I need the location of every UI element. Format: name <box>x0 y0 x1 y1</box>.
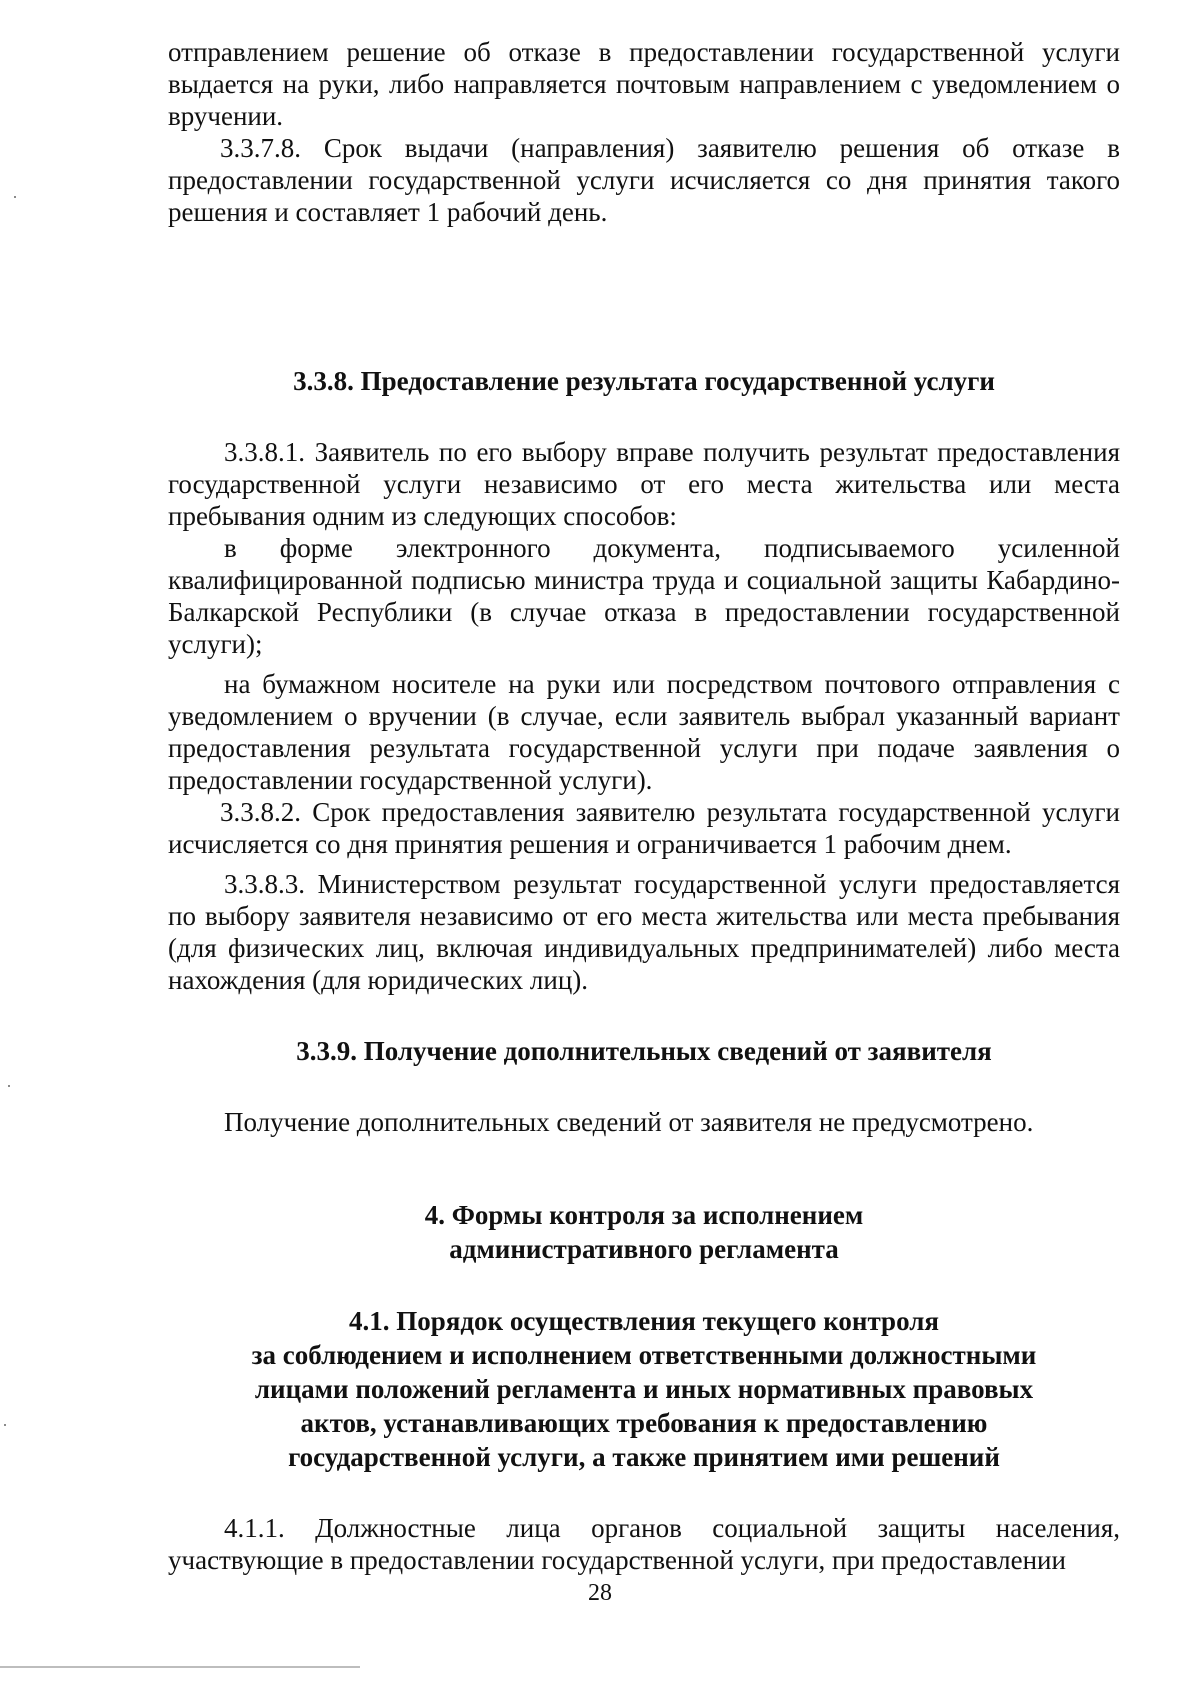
heading-section-4-line1: 4. Формы контроля за исполнением <box>424 1200 864 1230</box>
scan-edge-line <box>0 1666 360 1668</box>
paragraph-continuation: отправлением решение об отказе в предоставлении государственной услуги выдается на руки, либо направляется почтовым направлением с уведомлением о вручении. <box>168 37 1120 131</box>
scan-speck <box>14 196 16 198</box>
scan-speck <box>8 1085 10 1087</box>
paragraph-3-3-9: Получение дополнительных сведений от заявителя не предусмотрено. <box>224 1107 1034 1137</box>
scan-speck <box>4 1424 6 1426</box>
paragraph-option-electronic: в форме электронного документа, подписываемого усиленной квалифицированной подписью министра труда и социальной защиты Кабардино-Балкарской Республики (в случае отказа в предоставлении государственной услуги); <box>168 533 1120 659</box>
heading-3-3-9: 3.3.9. Получение дополнительных сведений от заявителя <box>296 1036 992 1066</box>
paragraph-3-3-8-2: 3.3.8.2. Срок предоставления заявителю результата государственной услуги исчисляется со дня принятия решения и ограничивается 1 рабочим днем. <box>168 797 1120 859</box>
heading-3-3-8: 3.3.8. Предоставление результата государственной услуги <box>293 366 995 396</box>
paragraph-option-paper: на бумажном носителе на руки или посредством почтового отправления с уведомлением о вручении (в случае, если заявитель выбрал указанный вариант предоставления результата государственной услуги при подаче заявления о предоставлении государственной услуги). <box>168 669 1120 795</box>
paragraph-3-3-7-8: 3.3.7.8. Срок выдачи (направления) заявителю решения об отказе в предоставлении государственной услуги исчисляется со дня принятия такого решения и составляет 1 рабочий день. <box>168 133 1120 227</box>
heading-4-1-line3: лицами положений регламента и иных нормативных правовых <box>254 1374 1034 1404</box>
paragraph-3-3-8-3: 3.3.8.3. Министерством результат государственной услуги предоставляется по выбору заявителя независимо от его места жительства или места пребывания (для физических лиц, включая индивидуальных предпринимателей) либо места нахождения (для юридических лиц). <box>168 869 1120 995</box>
paragraph-4-1-1: 4.1.1. Должностные лица органов социальной защиты населения, участвующие в предоставлении государственной услуги, при предоставлении <box>168 1513 1120 1575</box>
paragraph-3-3-8-1: 3.3.8.1. Заявитель по его выбору вправе получить результат предоставления государственной услуги независимо от его места жительства или места пребывания одним из следующих способов: <box>168 437 1120 531</box>
heading-4-1-line5: государственной услуги, а также принятием ими решений <box>288 1442 1000 1472</box>
heading-section-4-line2: административного регламента <box>449 1234 839 1264</box>
page-content <box>168 36 1120 1576</box>
heading-4-1-line4: актов, устанавливающих требования к предоставлению <box>300 1408 988 1438</box>
heading-4-1-line1: 4.1. Порядок осуществления текущего контроля <box>349 1306 939 1336</box>
heading-4-1-line2: за соблюдением и исполнением ответственными должностными <box>251 1340 1037 1370</box>
page-number: 28 <box>588 1580 612 1606</box>
